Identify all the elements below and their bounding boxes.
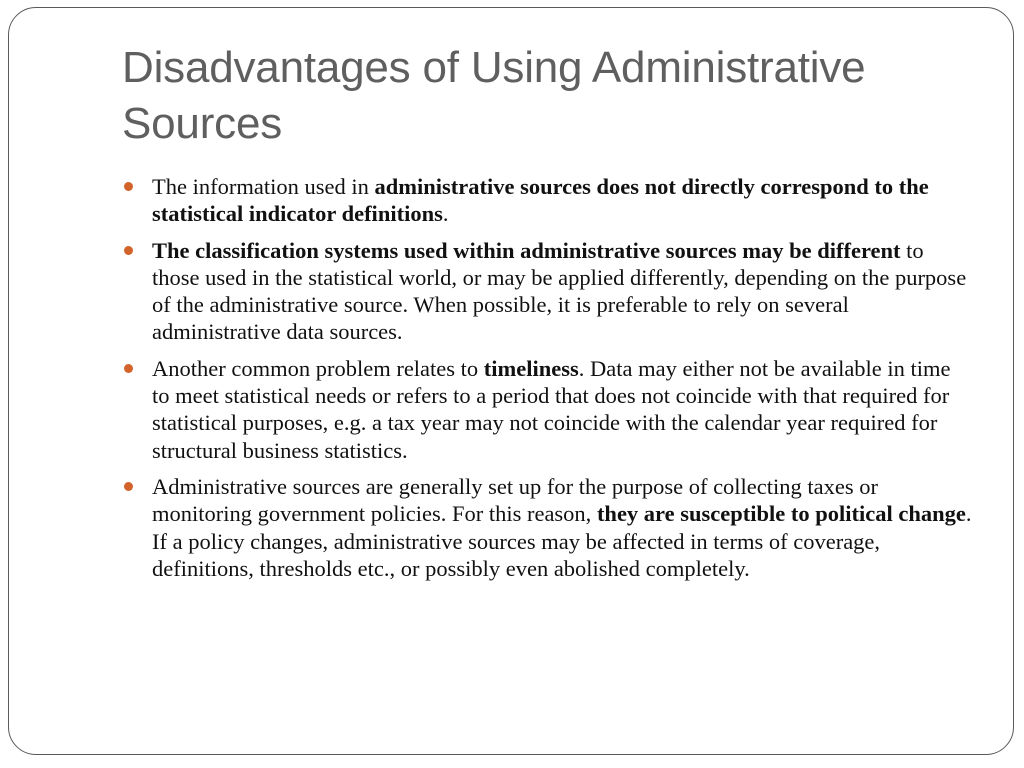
bullet-text-3-emphasis: timeliness — [483, 355, 579, 381]
bullet-text-1-part-1: The information used in — [152, 174, 375, 199]
bullet-text-4-emphasis: they are susceptible to political change — [596, 501, 966, 527]
bullet-item-1 — [122, 173, 972, 228]
slide-title: Disadvantages of Using Administrative Sources — [122, 43, 866, 148]
bullet-text-3-part-3: . Data may either not be available in time to meet statistical needs or refers to a period that does not coincide with that required for statistical purposes, e.g. a tax year may not coincide with the calendar year required for structural business statistics. — [152, 355, 951, 463]
bullet-list — [122, 173, 972, 591]
bullet-text-4-part-3: . If a policy changes, administrative sources may be affected in terms of coverage, definitions, thresholds etc., or possibly even abolished completely. — [152, 501, 972, 581]
bullet-text-3-part-1: Another common problem relates to — [152, 355, 484, 381]
bullet-text-2-emphasis: The classification systems used within administrative sources may be different — [152, 237, 901, 263]
bullet-icon — [124, 482, 133, 491]
bullet-item-2 — [122, 237, 972, 346]
bullet-text-4-part-1: Administrative sources are generally set up for the purpose of collecting taxes or monitoring government policies. For this reason, — [152, 473, 879, 527]
bullet-item-4 — [122, 473, 972, 582]
bullet-text-1-part-3: . — [442, 201, 449, 227]
bullet-icon — [124, 364, 133, 373]
bullet-icon — [124, 246, 133, 255]
bullet-text-1-emphasis: administrative sources does not directly correspond to the statistical indicator definitions — [152, 174, 929, 227]
bullet-item-3 — [122, 355, 972, 464]
bullet-text-2-part-2: to those used in the statistical world, or may be applied differently, depending on the purpose of the administrative source. When possible, it is preferable to rely on several administrative data sources. — [152, 237, 967, 345]
bullet-icon — [124, 182, 133, 191]
slide-frame — [8, 7, 1014, 755]
